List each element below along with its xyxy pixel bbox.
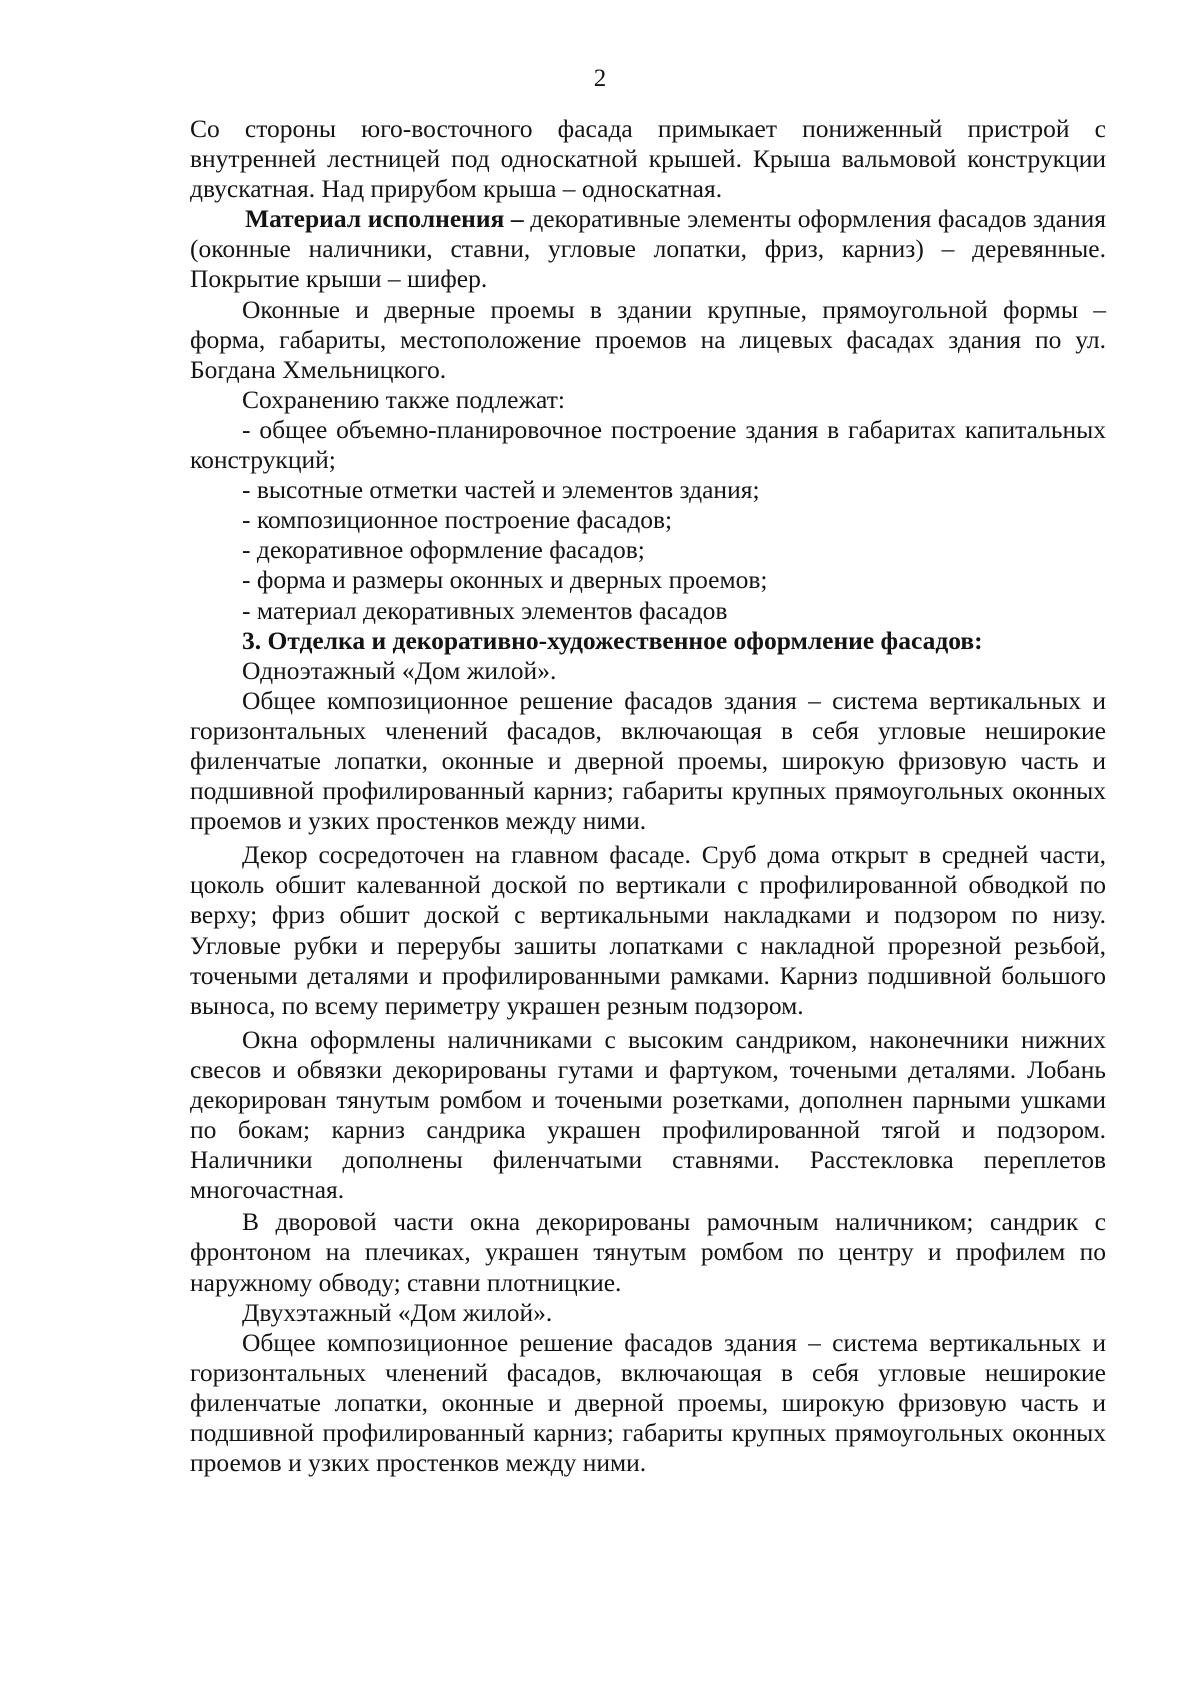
list-item: - общее объемно-планировочное построение здания в габаритах капитальных конструкций; (190, 414, 1106, 475)
paragraph-extension-description: Со стороны юго-восточного фасада примыкает пониженный пристрой с внутренней лестницей под односкатной крышей. Крыша вальмовой конструкции двускатная. Над прирубом крыша – односкатная. (190, 114, 1106, 204)
subheading-one-storey-house: Одноэтажный «Дом жилой». (242, 655, 557, 685)
paragraph-preservation-intro: Сохранению также подлежат: (242, 384, 565, 414)
paragraph-composition: Общее композиционное решение фасадов здания – система вертикальных и горизонтальных членений фасадов, включающая в себя угловые неширокие филенчатые лопатки, оконные и дверной проемы, широкую фризовую часть и подшивной профилированный карниз; габариты крупных прямоугольных оконных проемов и узких простенков между ними. (190, 685, 1106, 836)
paragraph-courtyard-windows: В дворовой части окна декорированы рамочным наличником; сандрик с фронтоном на плечиках, украшен тянутым ромбом по центру и профилем по наружному обводу; ставни плотницкие. (190, 1207, 1106, 1297)
list-item: - декоративное оформление фасадов; (242, 535, 645, 565)
material-text: декоративные элементы оформления фасадов здания (оконные наличники, ставни, угловые лопатки, фриз, карниз) – деревянные. Покрытие крыши – шифер. (190, 204, 1106, 294)
subheading-two-storey-house: Двухэтажный «Дом жилой». (242, 1297, 553, 1327)
paragraph-decor: Декор сосредоточен на главном фасаде. Сруб дома открыт в средней части, цоколь обшит калеванной доской по вертикали с профилированной обводкой по верху; фриз обшит доской с вертикальными накладками и подзором по низу. Угловые рубки и перерубы зашиты лопатками с накладной прорезной резьбой, точеными деталями и профилированными рамками. Карниз подшивной большого выноса, по всему периметру украшен резным подзором. (190, 840, 1106, 1020)
section-heading: 3. Отделка и декоративно-художественное оформление фасадов: (242, 625, 983, 655)
paragraph-openings: Оконные и дверные проемы в здании крупные, прямоугольной формы – форма, габариты, местоположение проемов на лицевых фасадах здания по ул. Богдана Хмельницкого. (190, 294, 1106, 384)
paragraph-windows: Окна оформлены наличниками с высоким сандриком, наконечники нижних свесов и обвязки декорированы гутами и фартуком, точеными деталями. Лобань декорирован тянутым ромбом и точеными розетками, дополнен парными ушками по бокам; карниз сандрика украшен профилированной тягой и подзором. Наличники дополнены филенчатыми ставнями. Расстекловка переплетов многочастная. (190, 1024, 1106, 1205)
page-number: 2 (593, 65, 607, 92)
paragraph-material (190, 204, 1106, 294)
list-item: - высотные отметки частей и элементов здания; (242, 475, 760, 505)
document-body (190, 114, 1106, 1478)
list-item: - форма и размеры оконных и дверных проемов; (242, 565, 768, 595)
material-label: Материал исполнения – (245, 204, 524, 234)
list-item: - материал декоративных элементов фасадов (242, 595, 728, 625)
list-item: - композиционное построение фасадов; (242, 505, 673, 535)
paragraph-composition-two-storey: Общее композиционное решение фасадов здания – система вертикальных и горизонтальных членений фасадов, включающая в себя угловые неширокие филенчатые лопатки, оконные и дверной проемы, широкую фризовую часть и подшивной профилированный карниз; габариты крупных прямоугольных оконных проемов и узких простенков между ними. (190, 1327, 1106, 1478)
